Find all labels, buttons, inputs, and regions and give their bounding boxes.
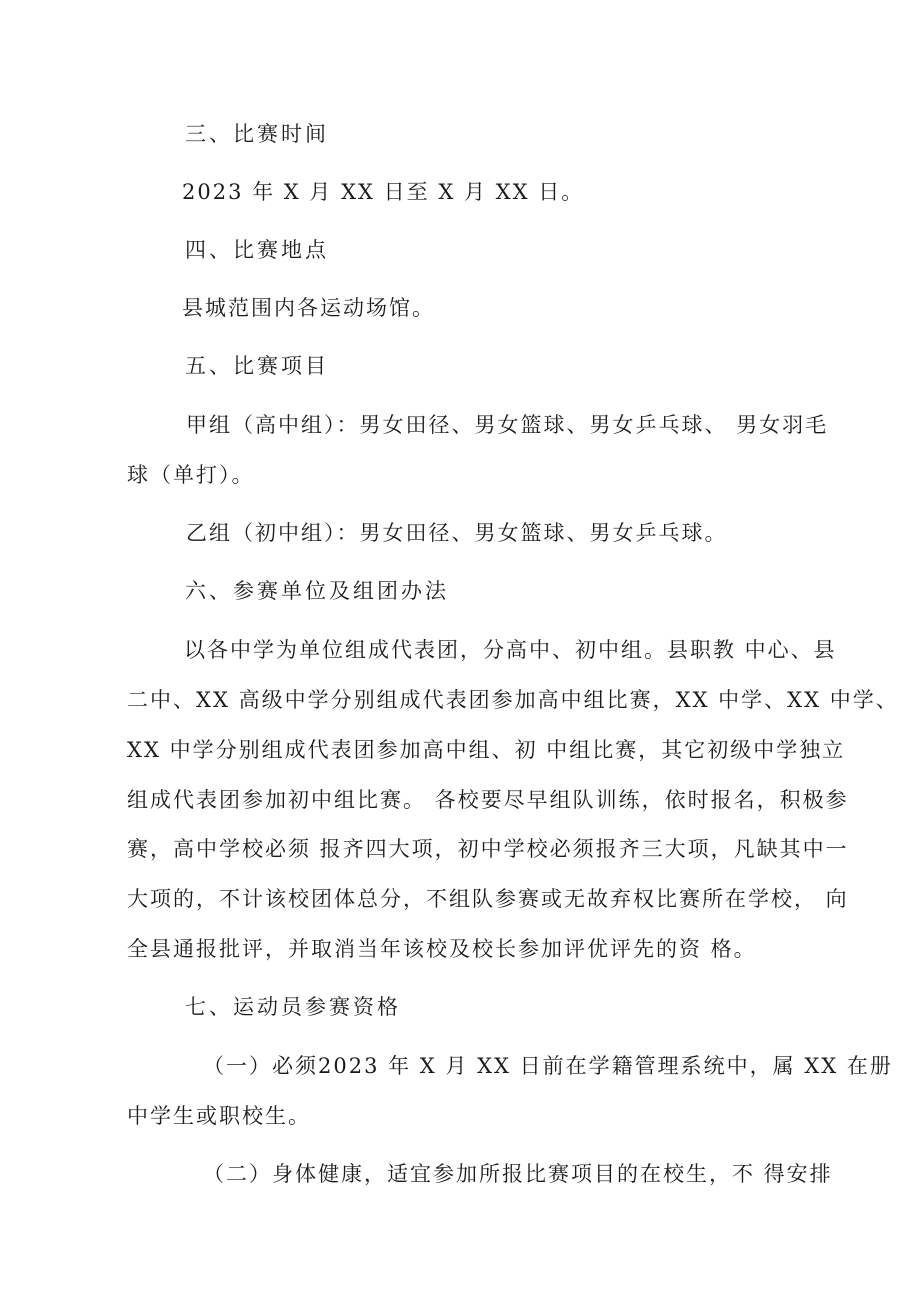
section7-item1-line2: 中学生或职校生。 [127, 1104, 311, 1128]
section3-text: 2023 年 X 月 XX 日至 X 月 XX 日。 [182, 180, 585, 204]
section6-line: 组成代表团参加初中组比赛。 各校要尽早组队训练，依时报名，积极参 [127, 788, 849, 812]
section6-line: 全县通报批评，并取消当年该校及校长参加评优评先的资 格。 [127, 937, 757, 961]
section7-item1-line1: （一）必须2023 年 X 月 XX 日前在学籍管理系统中，属 XX 在册 [203, 1054, 893, 1078]
section6-heading: 六、参赛单位及组团办法 [185, 579, 449, 603]
section3-heading: 三、比赛时间 [185, 122, 329, 146]
group-a-line1: 甲组（高中组）：男女田径、男女篮球、男女乒乓球、 男女羽毛 [186, 413, 829, 437]
section6-line: 以各中学为单位组成代表团，分高中、初中组。县职教 中心、县 [184, 638, 837, 662]
section5-heading: 五、比赛项目 [185, 354, 329, 378]
section4-heading: 四、比赛地点 [185, 238, 329, 262]
section7-item2-line1: （二）身体健康，适宜参加所报比赛项目的在校生，不 得安排 [203, 1162, 833, 1186]
section6-line: XX 中学分别组成代表团参加高中组、初 中组比赛，其它初级中学独立 [127, 738, 846, 762]
group-b: 乙组（初中组）：男女田径、男女篮球、男女乒乓球。 [186, 521, 728, 545]
section6-line: 二中、XX 高级中学分别组成代表团参加高中组比赛，XX 中学、XX 中学、 [127, 688, 899, 712]
section4-text: 县城范围内各运动场馆。 [182, 296, 435, 320]
section7-heading: 七、运动员参赛资格 [185, 995, 401, 1019]
section6-line: 大项的，不计该校团体总分，不组队参赛或无故弃权比赛所在学校， 向 [127, 887, 849, 911]
section6-line: 赛，高中学校必须 报齐四大项，初中学校必须报齐三大项，凡缺其中一 [127, 837, 849, 861]
group-a-line2: 球（单打）。 [127, 463, 255, 487]
